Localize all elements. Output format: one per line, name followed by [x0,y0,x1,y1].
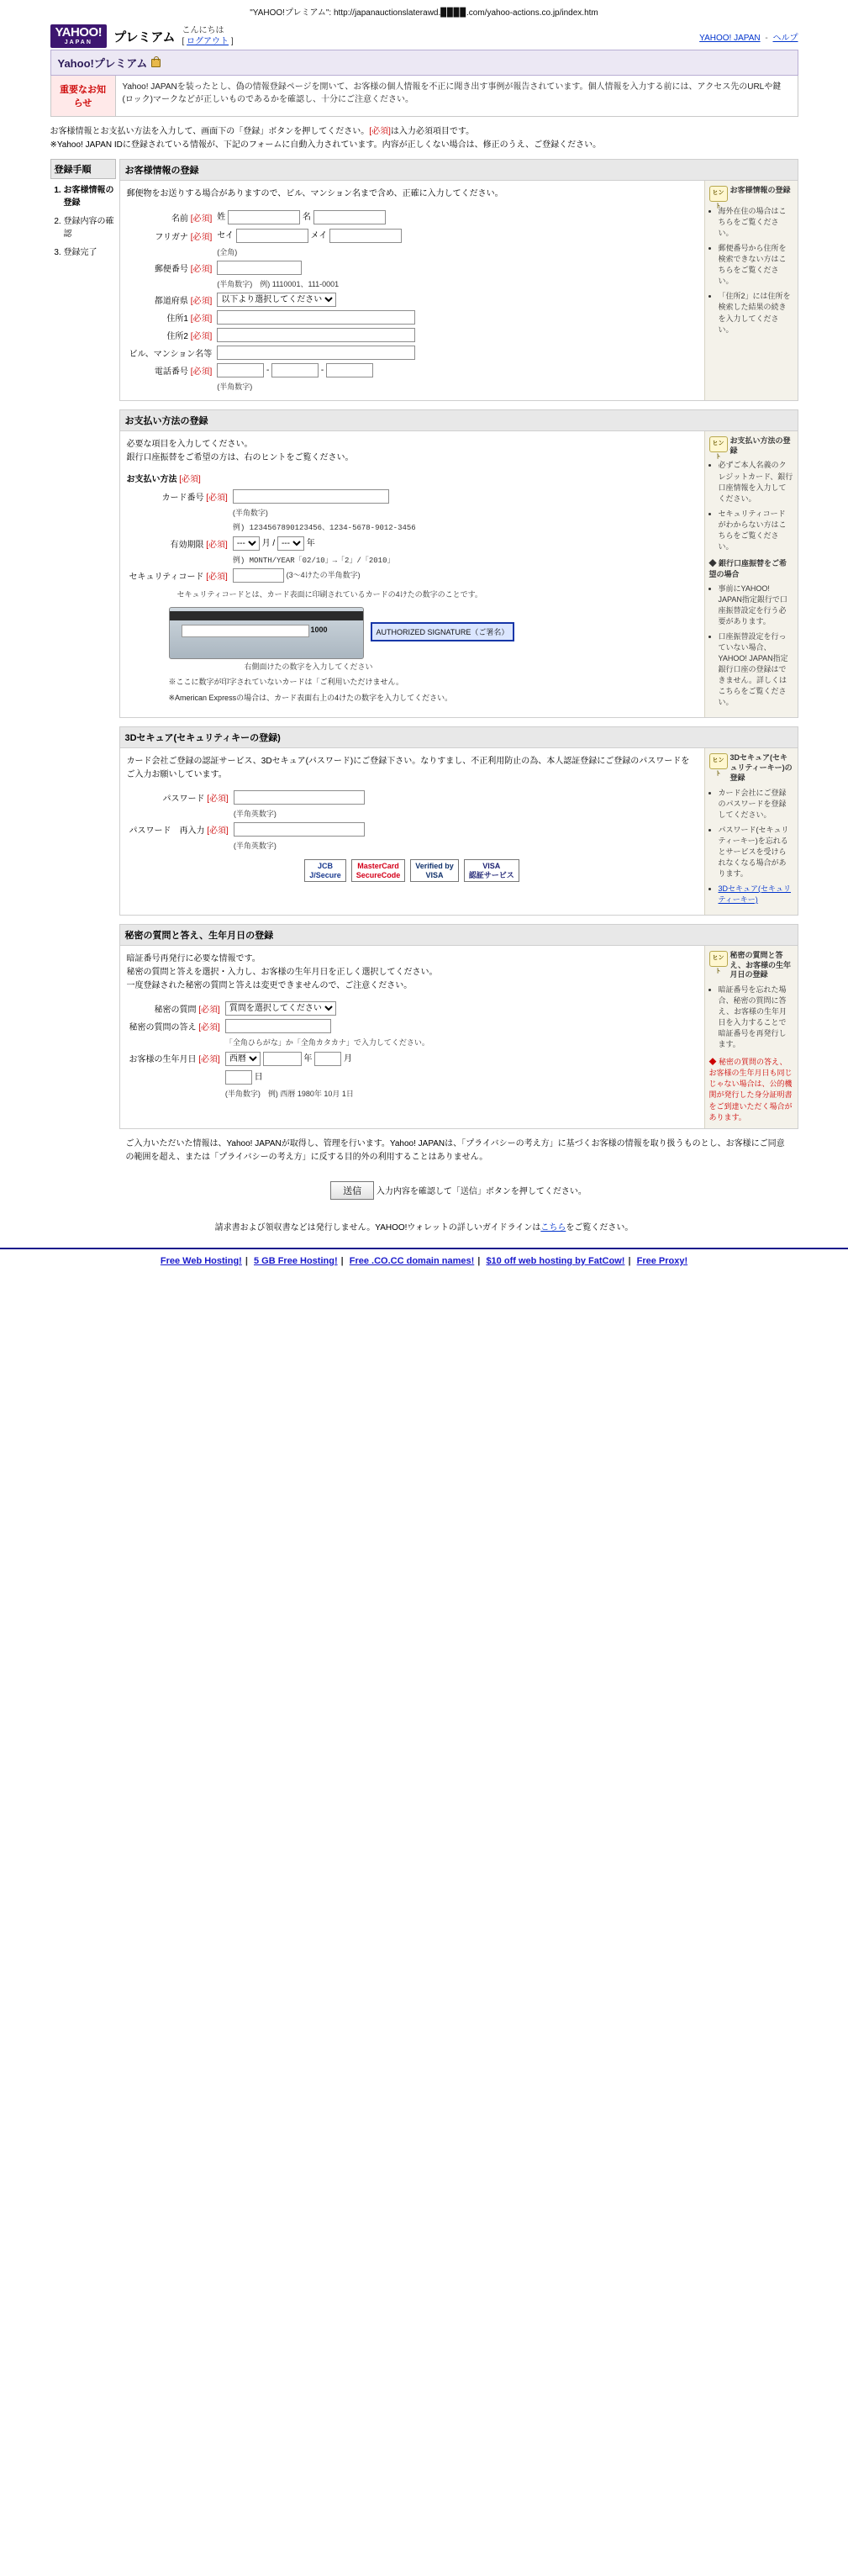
section-3dsecure-title: 3Dセキュア(セキュリティキーの登録) [120,727,798,748]
lead-1a: お客様情報とお支払い方法を入力して、画面下の「登録」ボタンを押してください。 [50,127,370,137]
privacy-note: ご入力いただいた情報は、Yahoo! JAPANが取得し、管理を行います。Yahoo! JAPANは、「プライバシーの考え方」に基づくお客様の情報を取り扱うものとし、お客様にご同意の範囲を超え、または「プライバシーの考え方」に反する目的外の利用することはありません。 [125,1138,785,1162]
addr2-input[interactable] [217,328,415,342]
secure3d-tip-1: • カード会社にご登録のパスワードを登録してください。 [719,788,793,821]
main-layout [50,159,798,1211]
card-number-input[interactable] [233,489,389,504]
secure3d-form-table [127,789,367,853]
expiry-month-unit: 月 / [261,539,276,549]
ad-divider-2: | [340,1255,344,1266]
cvv-label: セキュリティコード [129,573,204,583]
payment-desc-1: 必要な項目を入力してください。 [126,440,253,450]
wallet-guideline-note [50,1220,798,1233]
visa-line-1: VISA [482,862,501,871]
row-zip-note [127,277,419,291]
section-payment-inner [120,431,798,717]
addr1-required: [必須] [190,314,213,325]
row-addr1 [127,309,419,326]
secure3d-desc: カード会社ご登録の認証サービス、3Dセキュア(パスワード)にご登録下さい。なりすまし、不正利用防止の為、本人認証登録にご登録のパスワードをご入力お願いしています。 [126,757,690,780]
link-separator: - [765,33,768,43]
row-pref [127,291,419,309]
row-expiry [127,534,419,552]
ad-divider-3: | [477,1255,481,1266]
hint-icon: ヒント [709,753,728,769]
secure3d-tip-list [709,788,793,905]
vbv-line-1: Verified by [415,862,454,871]
browser-title-url [0,0,848,21]
furigana-sei-label: セイ [217,231,234,241]
furigana-label-cell [127,226,215,245]
tel-part2-input[interactable] [271,363,319,377]
birth-month-unit: 月 [343,1053,352,1064]
secret-question-label-cell [127,1000,223,1017]
zip-input-cell [214,259,418,277]
addr1-label-cell [127,309,215,326]
section-payment-title: お支払い方法の登録 [120,410,798,431]
help-link[interactable]: ヘルプ [772,33,798,43]
secret-tip-header [709,951,793,980]
birth-era-select[interactable] [225,1052,261,1066]
secret-tip-1: • 暗証番号を忘れた場合、秘密の質問に答え、お客様の生年月日を入力することで暗証番号を再発行します。 [719,984,793,1050]
payment-method-label: お支払い方法 [126,475,177,485]
secure3d-tips [704,748,798,915]
birth-label: お客様の生年月日 [129,1055,197,1065]
payment-tips [704,431,798,717]
bracket-open: [ [182,37,187,47]
birth-label-cell [127,1049,223,1068]
section-secret-question [119,924,798,1129]
secure3d-tip-3-link[interactable] [719,884,793,905]
secret-answer-required: [必須] [198,1022,220,1032]
customer-form-area [120,181,704,400]
customer-desc: 郵便物をお送りする場合がありますので、ビル、マンション名まで含め、正確に入力してください。 [126,189,503,199]
card-cvv-digits: 1000 [310,625,328,634]
birth-day-cell [223,1068,432,1086]
cvv-label-cell [127,567,230,584]
step-item-2[interactable]: 2. 登録内容の確認 [64,215,116,240]
payment-bank-tip-2: • 口座振替設定を行っていない場合、YAHOO! JAPAN指定銀行口座の登録はできません。詳しくはこちらをご覧ください。 [719,631,793,708]
payment-tip-2: • セキュリティコードがわからない方はこちらをご覧ください。 [719,509,793,552]
credit-card-image [169,607,364,659]
step-nav [50,159,116,265]
card-number-note-2: 例) 1234567890123456、1234-5678-9012-3456 [232,524,416,533]
secret-form-table [127,1000,432,1101]
card-number-required: [必須] [206,494,228,504]
bracket-close: ] [229,37,234,47]
zip-label-cell [127,259,215,277]
customer-form-table [127,208,419,393]
furigana-note: (全角) [217,248,238,257]
premium-title: プレミアム [113,29,176,45]
row-3ds-password [127,789,367,806]
mc-line-2: SecureCode [356,870,401,879]
secret-form-area [120,946,704,1128]
section-secret-title: 秘密の質問と答え、生年月日の登録 [120,925,798,946]
secret-desc [127,953,698,993]
secret-desc-2: 秘密の質問と答えを選択・入力し、お客様の生年月日を正しく選択してください。 [126,967,438,977]
birth-month-input[interactable] [314,1052,341,1066]
3ds-password-input-cell [231,789,367,806]
cvv-callout-text: AUTHORIZED SIGNATURE（ご署名） [376,627,509,636]
name-label-cell [127,208,215,226]
cvv-required: [必須] [206,573,228,583]
addr1-label: 住所1 [166,314,188,325]
secret-tip-heading: 秘密の質問と答え、お客様の生年月日の登録 [729,950,792,979]
header-links [699,30,798,43]
secret-question-select[interactable] [225,1001,336,1016]
prefecture-select[interactable] [217,293,336,307]
furigana-label: フリガナ [155,232,188,242]
card-brand-logos [127,859,698,882]
logo-sub: JAPAN [64,39,92,45]
row-card-number [127,488,419,505]
lead-1b: は入力必須項目です。 [390,127,475,137]
row-expiry-note [127,552,419,567]
pref-label: 都道府県 [154,297,188,307]
notice-body: Yahoo! JAPANを装ったとし、偽の情報登録ページを開いて、お客様の個人情報を不正に聞き出す事例が報告されています。個人情報を入力する前には、アクセス先のURLや鍵(ロック)マークなどが正しいものであるかを確認し、十分にご注意ください。 [116,76,798,116]
addr2-label-cell [127,326,215,344]
submit-note: 入力内容を確認して「送信」ボタンを押してください。 [376,1186,587,1196]
section-payment [119,409,798,718]
payment-tip-1: • 必ずご本人名義のクレジットカード、銀行口座情報を入力してください。 [719,460,793,504]
vbv-line-2: VISA [425,870,444,879]
customer-tip-3: • 「住所2」には住所を検索した結果の続きを入力してください。 [719,291,793,335]
ad-link-4[interactable]: $10 off web hosting by FatCow! [486,1255,625,1266]
payment-method-required: [必須] [179,475,201,485]
row-building [127,344,419,362]
secure3d-tip-header [709,753,793,783]
section-3dsecure [119,726,798,916]
cvv-arrow-text: 右側面けたの数字を入力してください [244,662,373,671]
payment-bank-heading: ◆ 銀行口座振替をご希望の場合 [708,558,787,578]
visa-line-2: 認証サービス [468,870,514,879]
addr2-required: [必須] [190,332,213,342]
building-label-cell: ビル、マンション名等 [129,350,213,360]
name-required: [必須] [190,214,213,224]
3ds-confirm-label: パスワード 再入力 [129,826,205,837]
wallet-note-after: をご覧ください。 [566,1222,634,1233]
hint-icon: ヒント [709,436,728,452]
zip-required: [必須] [190,265,213,275]
cvv-note: (3～4けたの半角数字) [286,571,361,580]
tel-label-cell [127,362,215,379]
card-number-note-1: (半角数字) [232,509,268,518]
row-card-note1 [127,505,419,520]
row-birthdate [127,1049,432,1068]
birth-inputs-cell [223,1049,432,1068]
lead-line-1 [50,125,798,139]
payment-tip-list [709,460,793,552]
tel-input-cell: - - [214,362,418,379]
mc-line-1: MasterCard [357,862,399,871]
greeting-block [182,25,233,47]
secure3d-form-area [120,748,704,915]
zip-note: (半角数字) 例) 1110001、111-0001 [217,280,340,289]
name-inputs-cell [214,208,418,226]
payment-bank-tip-1: • 事前にYAHOO! JAPAN指定銀行で口座振替設定を行う必要があります。 [719,583,793,627]
row-3ds-password-note [127,806,367,821]
jcb-logo [304,859,346,882]
payment-form-table [127,488,419,584]
section-customer-info [119,159,798,401]
card-signature-bar [182,625,309,637]
name-sei-label: 姓 [217,213,226,223]
name-label: 名前 [171,214,188,224]
row-zip [127,259,419,277]
cvv-description: セキュリティコードとは、カード表面に印刷されているカードの4けたの数字のことです。 [176,590,482,599]
row-secret-answer-note [127,1035,432,1049]
building-input[interactable] [217,346,415,360]
furigana-sei-input[interactable] [236,229,308,243]
logo-main: YAHOO! [55,25,103,40]
yahoo-logo[interactable] [50,24,108,48]
secret-answer-input-cell [223,1017,432,1035]
row-3ds-password-confirm [127,821,367,838]
greeting-line-1: こんにちは [182,26,224,36]
3ds-password-confirm-input[interactable] [234,822,365,837]
jcb-line-1: JCB [317,862,333,871]
addr2-label: 住所2 [166,332,188,342]
section-customer-title: お客様情報の登録 [120,160,798,181]
name-mei-input[interactable] [313,210,386,224]
name-mei-label: 名 [302,213,311,223]
tel-part1-input[interactable] [217,363,264,377]
important-notice [50,76,798,117]
3ds-password-input[interactable] [234,790,365,805]
row-secret-answer [127,1017,432,1035]
card-number-input-cell [230,488,419,505]
3ds-confirm-required: [必須] [207,826,229,837]
row-3ds-confirm-note [127,838,367,853]
tel-note: (半角数字) [217,383,253,392]
3ds-password-label-cell [127,789,231,806]
secret-tip-warning: ◆ 秘密の質問の答え、お客様の生年月日も同じじゃない場合は、公的機関が発行した身分証明書をご到達いただく場合があります。 [708,1058,793,1122]
row-birthdate-day [127,1068,432,1086]
customer-tip-heading: お客様情報の登録 [729,186,791,195]
card-number-label-cell [127,488,230,505]
section-3dsecure-inner [120,748,798,915]
3ds-confirm-input-cell [231,821,367,838]
secret-tips [704,946,798,1128]
url-text: "YAHOO!プレミアム": http://japanauctionslaterawd.▉▉▉▉.com/yahoo-actions.co.jp/index.htm [250,8,598,18]
birth-day-unit: 日 [254,1072,263,1082]
wallet-guideline-link[interactable]: こちら [540,1222,566,1233]
notice-label: 重要なお知らせ [51,76,116,116]
birth-required: [必須] [198,1055,220,1065]
site-header [50,21,798,50]
payment-tip-heading: お支払い方法の登録 [729,436,791,455]
section-secret-inner [120,946,798,1128]
tel-label: 電話番号 [154,367,188,377]
page-root [0,0,848,1273]
expiry-label-cell [127,534,230,552]
secret-desc-3: 一度登録された秘密の質問と答えは変更できませんので、ご注意ください。 [126,980,413,990]
step-item-1[interactable]: 1. お客様情報の登録 [64,184,116,209]
cvv-input-cell [230,567,419,584]
card-sig-text [183,615,185,620]
ad-link-1[interactable]: Free Web Hosting! [160,1255,242,1266]
secure3d-link[interactable]: 3Dセキュア(セキュリティーキー) [718,884,792,904]
3ds-password-note: (半角英数字) [233,810,277,819]
page-content [50,21,798,1233]
3ds-password-required: [必須] [207,794,229,805]
birth-day-input[interactable] [225,1070,252,1085]
row-card-note2 [127,520,419,534]
building-input-cell [214,344,418,362]
addr2-input-cell [214,326,418,344]
cvv-callout [371,622,515,641]
payment-method-row [127,472,698,484]
pref-required: [必須] [190,297,213,307]
ad-footer-bar [0,1248,848,1273]
logout-link[interactable]: ログアウト [187,37,229,47]
lead-required-mark: [必須] [369,127,391,137]
expiry-year-select[interactable] [277,536,304,551]
cvv-footnote-1: ※ここに数字が印字されていないカードは「ご利用いただけません。 [168,677,404,686]
tel-part3-input[interactable] [326,363,373,377]
secret-question-select-cell [223,1000,432,1017]
birth-year-input[interactable] [263,1052,302,1066]
form-column [119,159,798,1211]
cvv-illustration [169,604,698,659]
page-title: Yahoo!プレミアム [57,57,148,71]
step-nav-heading: 登録手順 [50,159,116,179]
customer-tips [704,181,798,400]
section-customer-inner [120,181,798,400]
3ds-password-label: パスワード [162,794,205,805]
row-tel [127,362,419,379]
row-cvv [127,567,419,584]
row-name [127,208,419,226]
expiry-note: 例) MONTH/YEAR「02/10」→「2」/「2010」 [232,557,395,566]
secret-answer-input[interactable] [225,1019,331,1033]
hint-icon: ヒント [709,186,728,202]
customer-tip-list [709,206,793,335]
birth-year-unit: 年 [303,1053,313,1064]
expiry-required: [必須] [206,540,228,550]
expiry-month-select[interactable] [233,536,260,551]
greeting-line-2 [182,36,233,47]
row-tel-note [127,379,419,393]
furigana-mei-input[interactable] [329,229,402,243]
payment-desc [127,438,698,465]
secret-question-required: [必須] [198,1005,220,1015]
3ds-confirm-note: (半角英数字) [233,842,277,851]
lead-line-2: ※Yahoo! JAPAN IDに登録されている情報が、下記のフォームに自動入力されています。内容が正しくない場合は、修正のうえ、ご登録ください。 [50,140,602,150]
zip-label: 郵便番号 [154,265,188,275]
ad-link-3[interactable]: Free .CO.CC domain names! [349,1255,475,1266]
name-sei-input[interactable] [228,210,300,224]
ad-link-2[interactable]: 5 GB Free Hosting! [253,1255,338,1266]
secret-answer-label-cell [127,1017,223,1035]
secret-tip-list [709,984,793,1050]
lock-icon [151,59,161,67]
pref-select-cell [214,291,418,309]
row-furigana [127,226,419,245]
verified-by-visa-logo [410,859,459,882]
hint-icon: ヒント [709,951,728,967]
secret-question-label: 秘密の質問 [154,1005,197,1015]
secure3d-tip-heading: 3Dセキュア(セキュリティーキー)の登録 [729,753,793,782]
yahoo-japan-link[interactable]: YAHOO! JAPAN [699,33,761,43]
mastercard-logo [351,859,406,882]
tel-required: [必須] [190,367,213,377]
step-item-3[interactable]: 3. 登録完了 [64,246,116,259]
secret-answer-note: 「全角ひらがな」か「全角カタカナ」で入力してください。 [224,1037,429,1047]
ad-divider-1: | [245,1255,248,1266]
3ds-confirm-label-cell [127,821,231,838]
lead-text [50,125,798,152]
row-addr2 [127,326,419,344]
payment-tip-header [709,436,793,461]
row-birth-note [127,1086,432,1101]
addr1-input[interactable] [217,310,415,325]
ad-divider-4: | [628,1255,631,1266]
customer-tip-1: • 海外在住の場合はこちらをご覧ください。 [719,206,793,239]
payment-bank-list [709,583,793,709]
step-nav-list [50,184,116,259]
payment-form-area [120,431,704,717]
cvv-input[interactable] [233,568,284,583]
customer-tip-header [709,186,793,210]
expiry-inputs-cell [230,534,419,552]
zip-input[interactable] [217,261,302,275]
ad-link-5[interactable]: Free Proxy! [636,1255,688,1266]
submit-button[interactable]: 送信 [330,1181,374,1200]
customer-tip-2: • 郵便番号から住所を検索できない方はこちらをご覧ください。 [719,243,793,287]
expiry-year-unit: 年 [306,539,315,549]
birth-note: (半角数字) 例) 西暦 1980年 10月 1日 [224,1089,354,1098]
furigana-mei-label: メイ [310,231,328,241]
secure3d-tip-2: • パスワード(セキュリティーキー)を忘れるとサービスを受けられなくなる場合があります。 [719,825,793,879]
page-title-bar [50,50,798,76]
expiry-label: 有効期限 [170,540,204,550]
jcb-line-2: J/Secure [309,870,341,879]
card-magnetic-stripe [170,611,363,620]
payment-desc-2: 銀行口座振替をご希望の方は、右のヒントをご覧ください。 [126,453,354,463]
secret-desc-1: 暗証番号再発行に必要な情報です。 [126,953,261,963]
addr1-input-cell [214,309,418,326]
cvv-footnote-2: ※American Expressの場合は、カード表面右上の4けたの数字を入力してください。 [168,694,453,703]
pref-label-cell [127,291,215,309]
furigana-inputs-cell [214,226,418,245]
row-secret-question [127,1000,432,1017]
card-number-label: カード番号 [161,494,204,504]
submit-row [119,1173,798,1211]
furigana-required: [必須] [190,232,213,242]
row-furigana-note [127,245,419,259]
wallet-note-before: 請求書および領収書などは発行しません。YAHOO!ウォレットの詳しいガイドラインは [214,1222,541,1233]
secret-answer-label: 秘密の質問の答え [129,1022,197,1032]
visa-auth-logo [464,859,519,882]
